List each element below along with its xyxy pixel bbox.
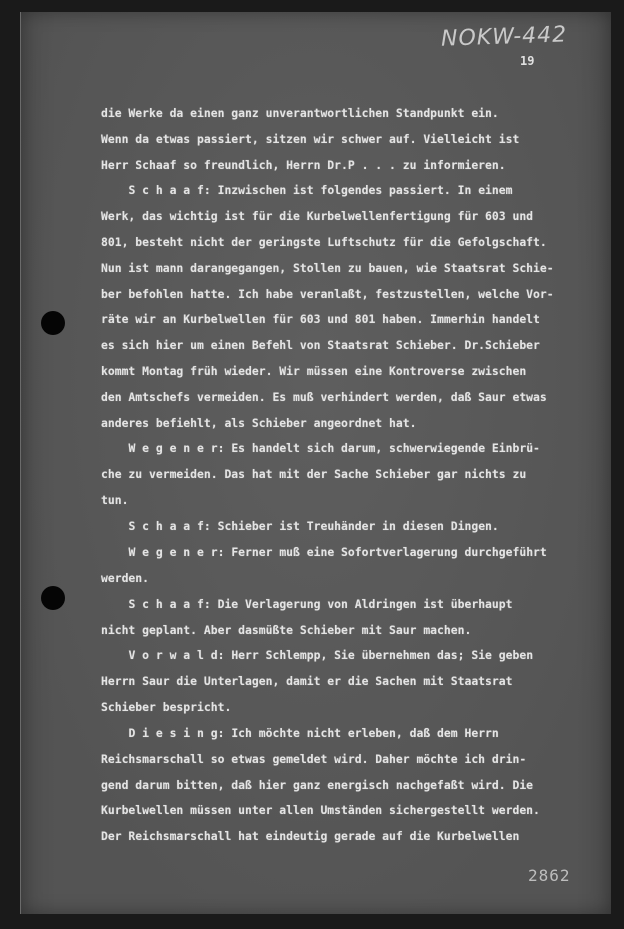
punch-hole-bottom [41,586,65,610]
transcript-text [101,101,601,850]
text-line: gend darum bitten, daß hier ganz energisch nachgefaßt wird. Die [101,777,534,792]
speaker-name: S c h a a f: [128,183,211,198]
text-line: Schieber bespricht. [101,699,232,714]
text-line: Nun ist mann darangegangen, Stollen zu bauen, wie Staatsrat Schie- [101,260,554,275]
text-line: che zu vermeiden. Das hat mit der Sache Schieber gar nichts zu [101,467,527,482]
speaker-line [101,178,601,204]
speaker-line [101,514,601,540]
archive-stamp-number: 2862 [528,866,571,885]
text-line: 801, besteht nicht der geringste Luftschutz für die Gefolgschaft. [101,234,547,249]
text-line: Herr Schaaf so freundlich, Herrn Dr.P . . . zu informieren. [101,157,506,172]
speaker-line [101,721,601,747]
text-line: den Amtschefs vermeiden. Es muß verhindert werden, daß Saur etwas [101,389,547,404]
archive-id-handwritten: NOKW-442 [440,22,568,52]
text-line: Kurbelwellen müssen unter allen Umständen sichergestellt werden. [101,803,540,818]
text-line: es sich hier um einen Befehl von Staatsrat Schieber. Dr.Schieber [101,338,540,353]
text-line: Die Verlagerung von Aldringen ist überhaupt [217,596,513,611]
speaker-name: D i e s i n g: [128,725,225,740]
text-line: werden. [101,570,150,585]
punch-hole-top [41,311,65,335]
page-number: 19 [520,54,535,68]
text-line: Werk, das wichtig ist für die Kurbelwellenfertigung für 603 und [101,209,534,224]
text-line: nicht geplant. Aber dasmüßte Schieber mit Saur machen. [101,622,472,637]
speaker-line [101,592,601,618]
speaker-name: W e g e n e r: [128,441,225,456]
speaker-line [101,643,601,669]
text-line: Ich möchte nicht erleben, daß dem Herrn [231,725,499,740]
text-line: Ferner muß eine Sofortverlagerung durchgeführt [231,544,547,559]
text-line: räte wir an Kurbelwellen für 603 und 801 haben. Immerhin handelt [101,312,540,327]
text-line: die Werke da einen ganz unverantwortlichen Standpunkt ein. [101,106,499,120]
text-line: Inzwischen ist folgendes passiert. In einem [217,183,513,198]
text-line: Reichsmarschall so etwas gemeldet wird. Daher möchte ich drin- [101,751,527,766]
text-line: kommt Montag früh wieder. Wir müssen eine Kontroverse zwischen [101,363,527,378]
text-line: Der Reichsmarschall hat eindeutig gerade auf die Kurbelwellen [101,829,520,844]
speaker-name: S c h a a f: [128,596,211,611]
text-line: Herr Schlempp, Sie übernehmen das; Sie geben [231,648,534,663]
speaker-line [101,436,601,462]
speaker-name: W e g e n e r: [128,544,225,559]
text-line: ber befohlen hatte. Ich habe veranlaßt, festzustellen, welche Vor- [101,286,554,301]
speaker-name: S c h a a f: [128,518,211,533]
document-page [20,12,611,914]
text-line: Herrn Saur die Unterlagen, damit er die Sachen mit Staatsrat [101,674,513,689]
speaker-line [101,540,601,566]
speaker-name: V o r w a l d: [128,648,225,663]
text-line: Wenn da etwas passiert, sitzen wir schwer auf. Vielleicht ist [101,131,520,146]
text-line: Schieber ist Treuhänder in diesen Dingen. [217,518,499,533]
text-line: anderes befiehlt, als Schieber angeordnet hat. [101,415,417,430]
text-line: tun. [101,492,129,507]
text-line: Es handelt sich darum, schwerwiegende Einbrü- [231,441,540,456]
